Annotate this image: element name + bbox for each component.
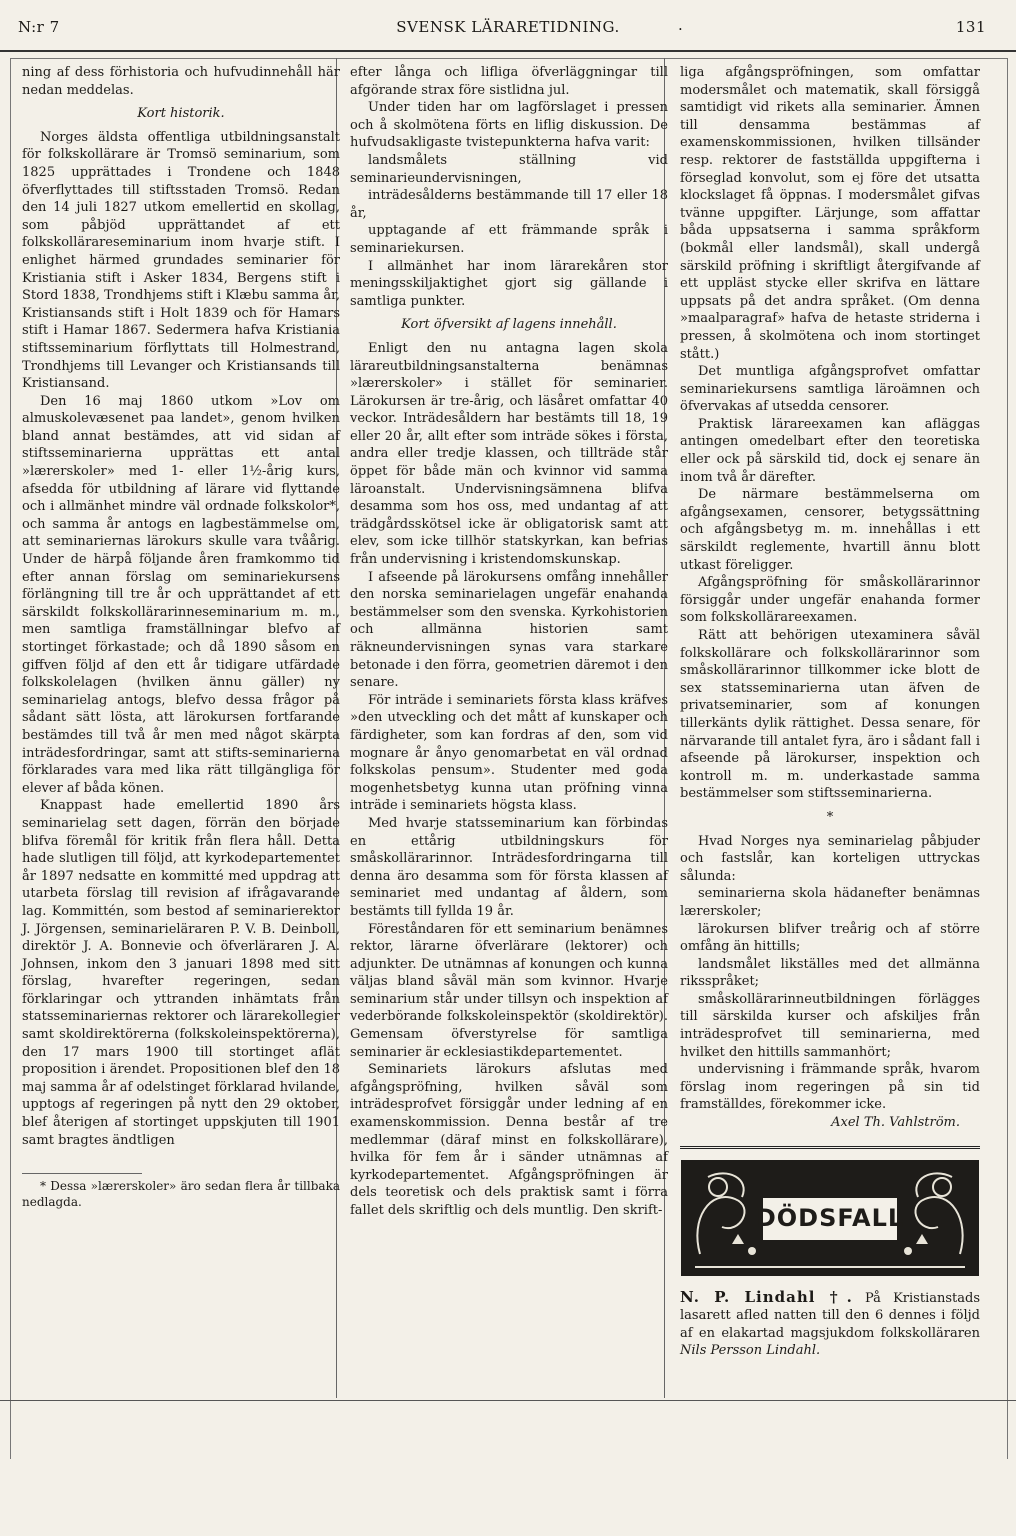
paragraph: I allmänhet har inom lärarekåren stor meningsskiljaktighet gjort sig gällande i samtliga punkter. — [350, 258, 668, 309]
paragraph: Seminariets lärokurs afslutas med afgångspröfning, hvilken såväl som inträdesprofvet försiggår under ledning af en examenskommission. Denna består af tre medlemmar (däraf minst en folkskollärare), hvilka för fem år i sänder utnämnas af kyrkodepartementet. Afgångspröfningen är dels teoretisk och dels praktisk samt i förra fallet dels skriftlig och dels muntlig. Den skrift- — [350, 1062, 668, 1218]
list-item: undervisning i främmande språk, hvarom förslag inom regeringen på sin tid framställdes, förekommer icke. — [680, 1062, 980, 1113]
newspaper-title: SVENSK LÄRARETIDNING. — [396, 18, 620, 36]
list-item: landsmålets ställning vid seminarieundervisningen, — [350, 152, 668, 186]
paragraph: Afgångspröfning för småskollärarinnor försiggår under ungefär enahanda former som folkskollärareexamen. — [680, 575, 980, 626]
paragraph: I afseende på lärokursens omfång innehåller den norska seminarielagen ungefär enahanda bestämmelser som den svenska. Kyrkohistorien och allmänna historien samt räkneundervisningen synas vara starkare betonade i den förra, geometrien däremot i den senare. — [350, 569, 668, 691]
list-item: inträdesålderns bestämmande till 17 eller 18 år, — [350, 188, 668, 221]
paragraph: Knappast hade emellertid 1890 års seminarielag sett dagen, förrän den började blifva föremål för kritik från flera håll. Detta hade slutligen till följd, att kyrkodepartementet år 1897 nedsatte en kommitté med uppdrag att utarbeta förslag till revision af ifrågavarande lag. Kommittén, som bestod af seminarierektor J. Jörgensen, seminarieläraren P. V. B. Deinboll, direktör J. A. Bonnevie och öfverläraren J. A. Johnsen, inkom den 3 januari 1898 med sitt förslag, hvarefter regeringen, sedan förklaringar och yttranden inhämtats från statsseminariernas rektorer och lärarekollegier samt skoldirektörerna (folkskoleinspektörerna), den 17 mars 1900 till stortinget aflät proposition i ärendet. Propositionen blef den 18 maj samma år af odelstinget förklarad hvilande, upptogs af regeringen på nytt den 29 oktober, blef återigen af stortinget uppskjuten till 1901 samt bragtes ändtligen — [22, 798, 340, 1148]
double-rule — [680, 1146, 980, 1149]
obituary — [680, 1289, 980, 1360]
paragraph: efter långa och lifliga öfverläggningar till afgörande strax före sistlidna jul. — [350, 65, 668, 98]
page-number: 131 — [955, 18, 986, 36]
paragraph: Den 16 maj 1860 utkom »Lov om almuskolevæsenet paa landet», genom hvilken bland annat bestämdes, att vid sidan af stiftsseminarierna upprättas ett antal »lærerskoler» med 1- eller 1½-årig kurs, afsedda för utbildning af lärare vid flyttande och i allmänhet mindre väl ordnade folkskolor*, och samma år antogs en lagbestämmelse om, att seminariernas lärokurs skulle vara tvåårig. Under de härpå följande åren framkommo tid efter annan förslag om seminariekursens förlängning till tre år och upprättandet af ett särskildt folkskollärarinneseminarium m. m., men samtliga framställningar blefvo af stortinget förkastade; och då 1890 såsom en giffven följd af den ett år tidigare utfärdade folkskolelagen (hvilken ännu gäller) ny seminarielag antogs, blefvo dessa frågor på sådant sätt lösta, att lärokursen fortfarande bestämdes till två år men med något skärpta inträdesfordringar, samt att stifts-seminarierna förklarades vara med lika rätt tillgängliga för elever af båda könen. — [22, 393, 340, 796]
section-separator: * — [826, 809, 834, 825]
banner-title: DÖDSFALL — [755, 1203, 905, 1232]
paragraph: liga afgångspröfningen, som omfattar modersmålet och matematik, skall försiggå samtidigt vid rikets alla seminarier. Ämnen till densamma bestämmas af examenskommissionen, hvilken tillsänder resp. rektorer de fastställda uppgifterna i förseglad konvolut, som ej före det utsatta klockslaget få öppnas. I modersmålet gifvas tvänne uppgifter. Lärjunge, som affattar båda uppsatserna i samma språkform (bokmål eller landsmål), skall undergå särskild pröfning i skriftligt återgifvande af ett uppläst stycke eller skrifva en lättare uppsats på det andra språket. (Om denna »maalparagraf» hafva de hetaste striderna i pressen, å skolmötena och inom stortinget stått.) — [680, 65, 980, 362]
obituary-name: N. P. Lindahl †. — [680, 1287, 853, 1306]
paragraph: Det muntliga afgångsprofvet omfattar seminariekursens samtliga läroämnen och öfvervakas af utsedda censorer. — [680, 364, 980, 415]
page-header — [10, 14, 1006, 40]
paragraph: Föreståndaren för ett seminarium benämnes rektor, lärarne öfverlärare (lektorer) och adjunkter. De utnämnas af konungen och kunna väljas bland såväl män som kvinnor. Hvarje seminarium står under tillsyn och inspektion af vederbörande folkskoleinspektör (skoldirektör). Gemensam öfverstyrelse för samtliga seminarier är ecklesiastikdepartementet. — [350, 921, 668, 1060]
paragraph: Hvad Norges nya seminarielag påbjuder och fastslår, kan korteligen uttryckas sålunda: — [680, 833, 980, 884]
column-1 — [22, 64, 340, 1210]
list-item: upptagande af ett främmande språk i seminariekursen. — [350, 223, 668, 256]
obituary-banner — [680, 1159, 980, 1277]
footnote: * Dessa »lærerskoler» äro sedan flera år tillbaka nedlagda. — [22, 1179, 340, 1210]
bottom-rule — [0, 1400, 1016, 1401]
list-item: lärokursen blifver treårig och af större omfång än hittills; — [680, 921, 980, 955]
section-heading: Kort öfversikt af lagens innehåll. — [401, 317, 617, 333]
paragraph: För inträde i seminariets första klass kräfves »den utveckling och det mått af kunskaper och färdigheter, som kan fordras af den, som vid mognare år ånyo genomarbetat en väl ordnad folkskolas pensum». Studenter med goda mogenhetsbetyg kunna utan pröfning vinna inträde i seminariets högsta klass. — [350, 692, 668, 814]
paragraph: Rätt att behörigen utexaminera såväl folkskollärare och folkskollärarinnor som småskollärarinnor tillkommer icke blott de sex statsseminarierna utan äfven de privatseminarier, som af konungen tillerkänts dylik rättighet. Dessa senare, för närvarande till antalet fyra, äro i sådant fall i afseende på lärokurser, inspektion och kontroll m. m. underkastade samma bestämmelser som stiftsseminarierna. — [680, 628, 980, 802]
paragraph: De närmare bestämmelserna om afgångsexamen, censorer, betygssättning och afgångsbetyg m. m. innehållas i ett särskildt reglemente, hvartill ännu blott utkast föreligger. — [680, 487, 980, 573]
header-dot: . — [678, 16, 684, 34]
list-item: seminarierna skola hädanefter benämnas lærerskoler; — [680, 886, 980, 919]
paragraph: Praktisk lärareexamen kan afläggas antingen omedelbart efter den teoretiska eller ock på särskild tid, dock ej senare än inom två år därefter. — [680, 416, 980, 485]
author-signature: Axel Th. Vahlström. — [831, 1115, 960, 1131]
paragraph: Norges äldsta offentliga utbildningsanstalt för folkskollärare är Tromsö seminarium, som 1825 upprättades i Trondene och 1848 öfverflyttades till stiftsstaden Tromsö. Redan den 14 juli 1827 utkom emellertid en skollag, som påbjöd upprättandet af ett folkskollärareseminarium inom hvarje stift. I enlighet härmed grundades seminarier för Kristiania stift i Asker 1834, Bergens stift i Stord 1838, Trondhjems stift i Klæbu samma år, Kristiansands stift i Holt 1839 och för Hamars stift i Hamar 1867. Sedermera hafva Kristiania stiftsseminarium förflyttats till Holmestrand, Trondhjems till Levanger och Kristiansands till Kristiansand. — [22, 129, 340, 392]
paragraph: Med hvarje statsseminarium kan förbindas en ettårig utbildningskurs för småskollärarinnor. Inträdesfordringarna till denna äro desamma som för första klassen af seminariet med undantag af åldern, som bestämts till fyllda 19 år. — [350, 815, 668, 919]
paragraph: ning af dess förhistoria och hufvudinnehåll här nedan meddelas. — [22, 65, 340, 98]
column-3 — [680, 64, 980, 1360]
paragraph: Under tiden har om lagförslaget i pressen och å skolmötena förts en liflig diskussion. De hufvudsakligaste tvistepunkterna hafva varit: — [350, 100, 668, 151]
column-2 — [350, 64, 668, 1220]
obituary-text: På Kristianstads lasarett afled natten till den 6 dennes i följd af en elakartad magsjukdom folkskolläraren — [680, 1290, 980, 1341]
list-item: landsmålet likställes med det allmänna riksspråket; — [680, 956, 980, 990]
issue-number: N:r 7 — [18, 18, 60, 36]
paragraph: Enligt den nu antagna lagen skola lärareutbildningsanstalterna benämnas »lærerskoler» i stället för seminarier. Lärokursen är tre-årig, och läsåret omfattar 40 veckor. Inträdesåldern har bestämts till 18, 19 eller 20 år, allt efter som inträde sökes i första, andra eller tredje klassen, och tillträde står öppet för både män och kvinnor vid samma läroanstalt. Undervisningsämnena blifva desamma som hos oss, med undantag af att trädgårdsskötsel icke är obligatorisk samt att elev, som icke tillhör statskyrkan, kan befrias från undervisning i kristendomskunskap. — [350, 340, 668, 568]
obituary-person: Nils Persson Lindahl. — [680, 1343, 821, 1359]
section-heading: Kort historik. — [137, 106, 225, 122]
list-item: småskollärarinneutbildningen förlägges till särskilda kurser och afskiljes från inträdesprofvet till seminarierna, med hvilket den hittills sammanhört; — [680, 991, 980, 1060]
header-rule — [0, 50, 1016, 52]
